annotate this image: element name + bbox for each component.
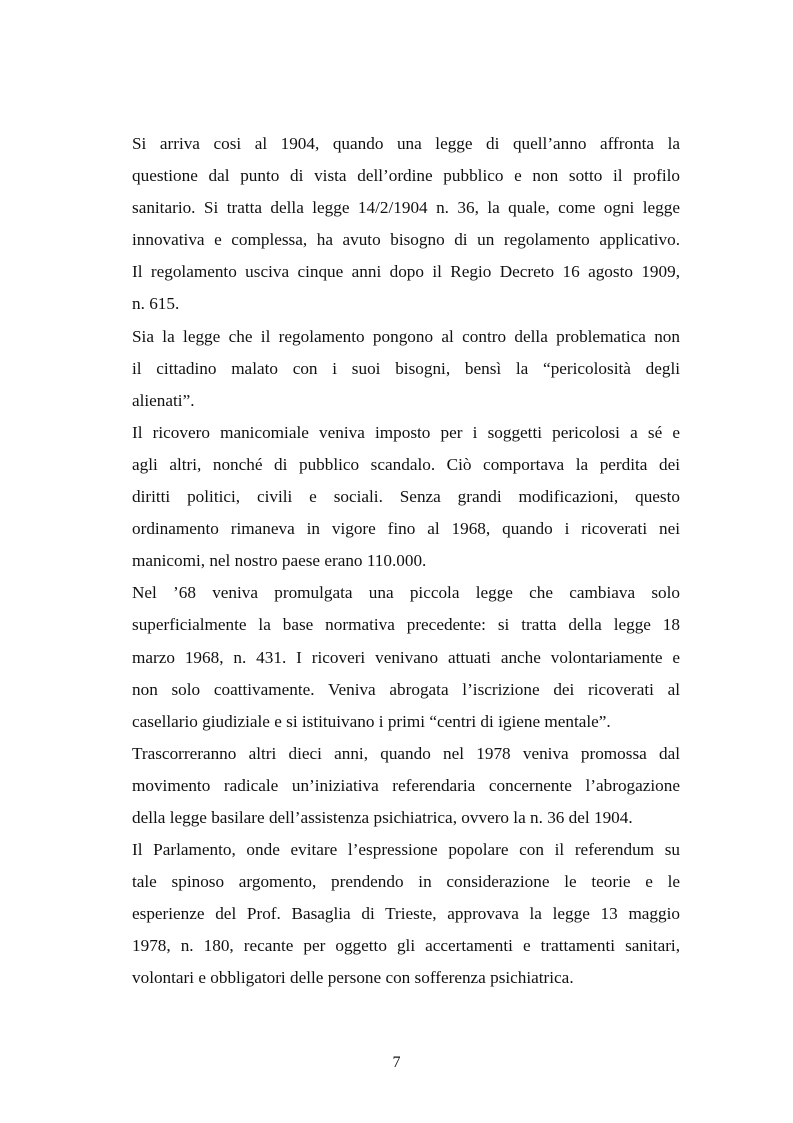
text-line: tale spinoso argomento, prendendo in considerazione le teorie e le <box>132 872 680 892</box>
text-line: agli altri, nonché di pubblico scandalo. Ciò comportava la perdita dei <box>132 454 680 474</box>
body-text <box>132 128 680 995</box>
paragraph-4 <box>132 577 680 737</box>
paragraph-5 <box>132 738 680 834</box>
text-line: alienati”. <box>132 390 195 410</box>
text-line: 1978, n. 180, recante per oggetto gli accertamenti e trattamenti sanitari, <box>132 936 680 956</box>
text-line: volontari e obbligatori delle persone con sofferenza psichiatrica. <box>132 968 574 988</box>
text-line: della legge basilare dell’assistenza psichiatrica, ovvero la n. 36 del 1904. <box>132 807 633 827</box>
text-line: Sia la legge che il regolamento pongono al contro della problematica non <box>132 326 680 346</box>
text-line: Il Parlamento, onde evitare l’espressione popolare con il referendum su <box>132 840 680 860</box>
text-line: movimento radicale un’iniziativa referendaria concernente l’abrogazione <box>132 775 680 795</box>
text-line: non solo coattivamente. Veniva abrogata l’iscrizione dei ricoverati al <box>132 679 680 699</box>
text-line: questione dal punto di vista dell’ordine pubblico e non sotto il profilo <box>132 166 680 186</box>
text-line: diritti politici, civili e sociali. Senza grandi modificazioni, questo <box>132 487 680 507</box>
text-line: Il ricovero manicomiale veniva imposto per i soggetti pericolosi a sé e <box>132 422 680 442</box>
text-line: casellario giudiziale e si istituivano i primi “centri di igiene mentale”. <box>132 711 611 731</box>
text-line: innovativa e complessa, ha avuto bisogno di un regolamento applicativo. <box>132 230 680 250</box>
text-line: il cittadino malato con i suoi bisogni, bensì la “pericolosità degli <box>132 358 680 378</box>
text-line: superficialmente la base normativa precedente: si tratta della legge 18 <box>132 615 680 635</box>
text-line: Il regolamento usciva cinque anni dopo il Regio Decreto 16 agosto 1909, <box>132 262 680 282</box>
paragraph-3 <box>132 417 680 577</box>
text-line: esperienze del Prof. Basaglia di Trieste, approvava la legge 13 maggio <box>132 904 680 924</box>
text-line: Trascorreranno altri dieci anni, quando nel 1978 veniva promossa dal <box>132 743 680 763</box>
page-number: 7 <box>392 1054 401 1071</box>
text-line: ordinamento rimaneva in vigore fino al 1968, quando i ricoverati nei <box>132 519 680 539</box>
text-line: Si arriva cosi al 1904, quando una legge di quell’anno affronta la <box>132 134 680 153</box>
paragraph-6 <box>132 834 680 994</box>
paragraph-2 <box>132 321 680 417</box>
paragraph-1 <box>132 128 680 321</box>
text-line: sanitario. Si tratta della legge 14/2/1904 n. 36, la quale, come ogni legge <box>132 198 680 218</box>
text-line: marzo 1968, n. 431. I ricoveri venivano attuati anche volontariamente e <box>132 647 680 667</box>
text-line: n. 615. <box>132 294 180 314</box>
text-line: Nel ’68 veniva promulgata una piccola legge che cambiava solo <box>132 583 680 603</box>
text-line: manicomi, nel nostro paese erano 110.000. <box>132 551 427 571</box>
